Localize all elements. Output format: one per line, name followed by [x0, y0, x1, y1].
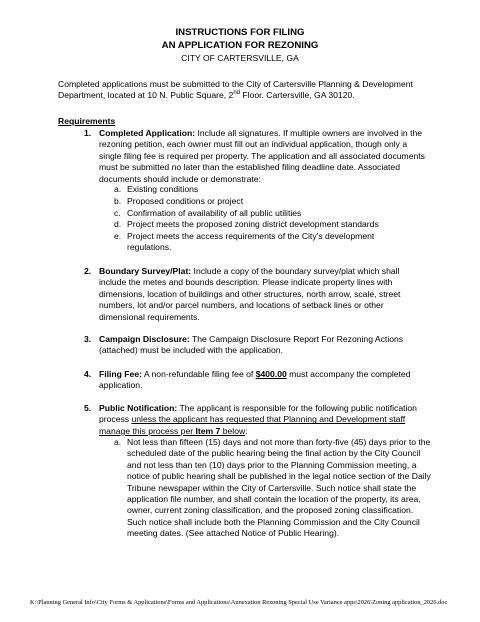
item-1e-letter: e.: [114, 231, 122, 241]
item-1-label: Completed Application:: [99, 128, 196, 138]
item-5-text: [99, 403, 431, 437]
city-subtitle: CITY OF CARTERSVILLE, GA: [181, 53, 299, 63]
item-4-body-end: must accompany the completed application.: [99, 369, 411, 391]
filing-fee-amount: $400.00: [255, 369, 287, 379]
item-1c-text: Confirmation of availability of all public utilities: [127, 208, 302, 218]
item-5-number: 5.: [84, 403, 92, 413]
intro-sup: nd: [233, 90, 241, 97]
item-4-number: 4.: [84, 369, 92, 379]
item-2-text: [99, 266, 429, 323]
item-2-label: Boundary Survey/Plat:: [99, 266, 192, 276]
item-1c-letter: c.: [114, 208, 121, 218]
item-1b-text: Proposed conditions or project: [127, 196, 244, 206]
item-4-body: A non-refundable filing fee of: [141, 369, 256, 379]
item-5-label: Public Notification:: [99, 403, 178, 413]
item-4-text: [99, 369, 429, 392]
item-3-number: 3.: [84, 334, 92, 344]
requirements-heading: Requirements: [58, 116, 116, 126]
item-1a-text: Existing conditions: [127, 184, 199, 194]
item-1b-letter: b.: [114, 196, 122, 206]
item-2-number: 2.: [84, 266, 92, 276]
item-1d-letter: d.: [114, 219, 122, 229]
item-5-underlined: unless the applicant has requested that Planning and Development staff manage this process per: [99, 414, 406, 436]
item-1e-text: Project meets the access requirements of the City’s development regulations.: [127, 231, 375, 253]
title-line-2: AN APPLICATION FOR REZONING: [161, 40, 319, 51]
item-1-number: 1.: [84, 128, 92, 138]
intro-paragraph: [58, 79, 428, 102]
item-3-text: [99, 334, 429, 357]
item-7-reference: Item 7: [195, 425, 221, 436]
intro-text: Completed applications must be submitted to the City of Cartersville Planning & Development Department, located at 10 N. Public Square, 2: [58, 79, 413, 101]
title-line-1: INSTRUCTIONS FOR FILING: [175, 27, 305, 38]
item-5a-text: Not less than fifteen (15) days and not more than forty-five (45) days prior to the scheduled date of the public hearing being the final action by the City Council and not less than ten (10) days prior to the Planning Commission meeting, a notice of public hearing shall be published in the legal notice section of the Daily Tribune newspaper within the City of Cartersville. Such notice shall state the application file number, and shall contain the location of the property, its area, owner, current zoning classification, and the proposed zoning classification. Such notice shall include both the Planning Commission and the City Council meeting dates. (See attached Notice of Public Hearing).: [127, 437, 431, 539]
intro-text-end: Floor. Cartersville, GA 30120.: [240, 90, 355, 101]
item-3-label: Campaign Disclosure:: [99, 334, 190, 344]
item-1a-letter: a.: [114, 184, 122, 194]
item-1d-text: Project meets the proposed zoning district development standards: [127, 219, 379, 229]
item-3-body: The Campaign Disclosure Report For Rezoning Actions (attached) must be included with the application.: [99, 334, 404, 356]
item-5-colon: :: [245, 425, 248, 436]
item-5-body: The applicant is responsible for the following public notification process: [99, 403, 417, 425]
item-5a-letter: a.: [114, 437, 122, 447]
item-5-underlined-end: below: [220, 425, 246, 436]
item-4-label: Filing Fee:: [99, 369, 142, 379]
footer-file-path: K:\Planning General Info\City Forms & Applications\Forms and Applications\Annexation Rezoning Special Use Variance apps\2026\Zoning application_2026.doc: [30, 599, 448, 606]
item-1-body: Include all signatures. If multiple owners are involved in the rezoning petition, each owner must fill out an individual application, though only a single filing fee is required per property. The application and all associated documents must be submitted no later than the established filing deadline date. Associated documents should include or demonstrate:: [99, 128, 425, 184]
item-1-text: [99, 128, 429, 185]
item-2-body: Include a copy of the boundary survey/plat which shall include the metes and bounds description. Please indicate property lines with dimensions, location of buildings and other structures, north arrow, scale, street numbers, lot and/or parcel numbers, and locations of setback lines or other dimensional requirements.: [99, 266, 401, 322]
